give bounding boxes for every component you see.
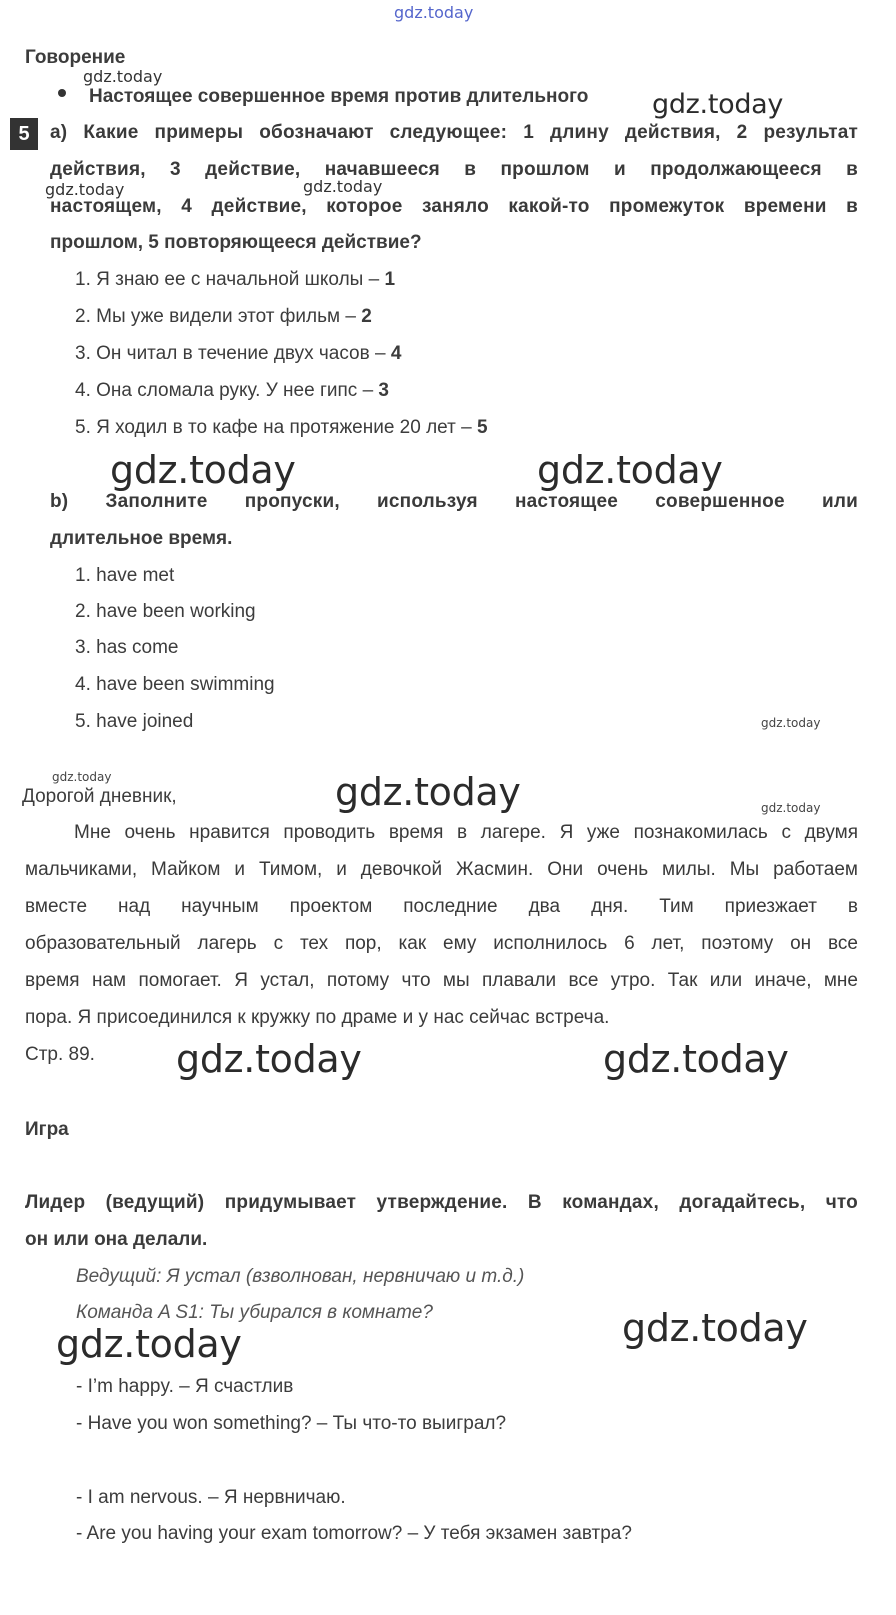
list-item: 1. have met xyxy=(75,565,175,586)
list-item: 5. Я ходил в то кафе на протяжение 20 лет – 5 xyxy=(75,417,488,438)
diary-line: время нам помогает. Я устал, потому что мы плавали все утро. Так или иначе, мне xyxy=(25,970,858,991)
list-item: 3. has come xyxy=(75,637,179,658)
bullet-heading: Настоящее совершенное время против длительного xyxy=(89,86,589,107)
task-b-line: длительное время. xyxy=(50,528,233,549)
watermark: gdz.today xyxy=(83,67,163,86)
watermark-top: gdz.today xyxy=(394,3,474,22)
watermark: gdz.today xyxy=(56,1322,242,1366)
example-line: Ведущий: Я устал (взволнован, нервничаю и т.д.) xyxy=(76,1266,525,1287)
watermark: gdz.today xyxy=(176,1037,362,1081)
watermark: gdz.today xyxy=(110,448,296,492)
dialogue-line: - Are you having your exam tomorrow? – У тебя экзамен завтра? xyxy=(76,1523,632,1544)
list-item: 1. Я знаю ее с начальной школы – 1 xyxy=(75,269,396,290)
watermark: gdz.today xyxy=(652,89,784,120)
watermark: gdz.today xyxy=(761,801,821,815)
dialogue-line: - I’m happy. – Я счастлив xyxy=(76,1376,294,1397)
task-a-line: настоящем, 4 действие, которое заняло какой-то промежуток времени в xyxy=(50,196,858,217)
diary-line: мальчиками, Майком и Тимом, и девочкой Жасмин. Они очень милы. Мы работаем xyxy=(25,859,858,880)
task-a-line: a) Какие примеры обозначают следующее: 1 длину действия, 2 результат xyxy=(50,122,858,143)
exercise-number-badge: 5 xyxy=(10,118,38,150)
bullet-icon xyxy=(58,89,66,97)
dialogue-line: - Have you won something? – Ты что-то выиграл? xyxy=(76,1413,507,1434)
diary-greeting: Дорогой дневник, xyxy=(22,786,177,807)
list-item: 5. have joined xyxy=(75,711,194,732)
diary-line: Мне очень нравится проводить время в лагере. Я уже познакомилась с двумя xyxy=(74,822,858,843)
game-title: Игра xyxy=(25,1119,69,1140)
task-a-line: действия, 3 действие, начавшееся в прошлом и продолжающееся в xyxy=(50,159,858,180)
watermark: gdz.today xyxy=(45,180,125,199)
game-instruction-line: он или она делали. xyxy=(25,1229,208,1250)
watermark: gdz.today xyxy=(603,1037,789,1081)
list-item: 3. Он читал в течение двух часов – 4 xyxy=(75,343,402,364)
list-item: 2. Мы уже видели этот фильм – 2 xyxy=(75,306,372,327)
task-b-line: b) Заполните пропуски, используя настоящее совершенное или xyxy=(50,491,858,512)
dialogue-line: - I am nervous. – Я нервничаю. xyxy=(76,1487,346,1508)
watermark: gdz.today xyxy=(537,448,723,492)
watermark: gdz.today xyxy=(303,177,383,196)
diary-line: пора. Я присоединился к кружку по драме и у нас сейчас встреча. xyxy=(25,1007,610,1028)
list-item: 2. have been working xyxy=(75,601,256,622)
diary-line: вместе над научным проектом последние два дня. Тим приезжает в xyxy=(25,896,858,917)
watermark: gdz.today xyxy=(761,716,821,730)
list-item: 4. Она сломала руку. У нее гипс – 3 xyxy=(75,380,389,401)
watermark: gdz.today xyxy=(52,770,112,784)
game-instruction-line: Лидер (ведущий) придумывает утверждение. В командах, догадайтесь, что xyxy=(25,1192,858,1213)
list-item: 4. have been swimming xyxy=(75,674,275,695)
diary-line: образовательный лагерь с тех пор, как ему исполнилось 6 лет, поэтому он все xyxy=(25,933,858,954)
watermark: gdz.today xyxy=(335,770,521,814)
example-line: Команда A S1: Ты убирался в комнате? xyxy=(76,1302,433,1323)
page-reference: Стр. 89. xyxy=(25,1044,95,1065)
watermark: gdz.today xyxy=(622,1306,808,1350)
task-a-line: прошлом, 5 повторяющееся действие? xyxy=(50,232,422,253)
section-title: Говорение xyxy=(25,47,126,68)
